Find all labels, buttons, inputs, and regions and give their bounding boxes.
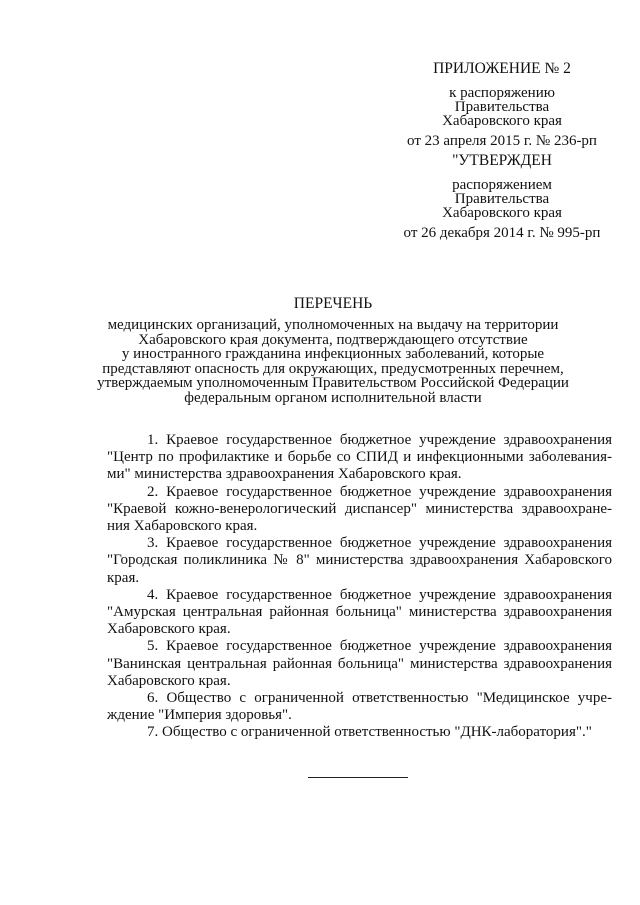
- approval-heading: "УТВЕРЖДЕН: [452, 152, 552, 169]
- approval-block: [392, 152, 612, 242]
- list-item-1: 1. Краевое государственное бюджетное учреждение здравоохранения "Центр по профилактике и борьбе со СПИД и инфекционными заболевания-ми" министерства здравоохранения Хабаровского края.: [107, 432, 612, 483]
- appendix-line-2: Правительства: [454, 99, 550, 115]
- approval-line-1: распоряжением: [452, 177, 552, 193]
- list-item-6: 6. Общество с ограниченной ответственностью "Медицинское учре-ждение "Империя здоровья".: [107, 690, 612, 724]
- list-item-4: 4. Краевое государственное бюджетное учреждение здравоохранения "Амурская центральная районная больница" министерства здравоохранения Хабаровского края.: [107, 586, 612, 638]
- title-line-1: медицинских организаций, уполномоченных на выдачу на территории: [107, 317, 559, 333]
- title-line-3: у иностранного гражданина инфекционных заболеваний, которые: [121, 346, 545, 362]
- appendix-block: [392, 60, 612, 150]
- list-item-2: 2. Краевое государственное бюджетное учреждение здравоохранения "Краевой кожно-венерологический диспансер" министерства здравоохране-ния Хабаровского края.: [107, 483, 612, 535]
- appendix-date: от 23 апреля 2015 г. № 236-рп: [407, 133, 597, 149]
- approval-line-3: Хабаровского края: [442, 205, 562, 221]
- appendix-heading: ПРИЛОЖЕНИЕ № 2: [433, 60, 571, 77]
- approval-line-2: Правительства: [454, 191, 550, 207]
- approval-date: от 26 декабря 2014 г. № 995-рп: [403, 225, 601, 241]
- list-item-3: 3. Краевое государственное бюджетное учреждение здравоохранения "Городская поликлиника № 8" министерства здравоохранения Хабаровского края.: [107, 535, 612, 586]
- document-title: ПЕРЕЧЕНЬ: [293, 295, 373, 312]
- appendix-line-1: к распоряжению: [449, 85, 555, 101]
- title-line-5: утверждаемым уполномоченным Правительством Российской Федерации: [97, 375, 569, 391]
- title-line-2: Хабаровского края документа, подтверждающего отсутствие: [138, 331, 528, 348]
- organization-list: [107, 432, 612, 742]
- document-title-block: [70, 295, 596, 405]
- appendix-line-3: Хабаровского края: [442, 113, 562, 129]
- title-line-6: федеральным органом исполнительной власти: [184, 389, 482, 406]
- closing-rule: [308, 777, 408, 778]
- list-item-5: 5. Краевое государственное бюджетное учреждение здравоохранения "Ванинская центральная районная больница" министерства здравоохранения Хабаровского края.: [107, 638, 612, 689]
- title-line-4: представляют опасность для окружающих, предусмотренных перечнем,: [102, 360, 564, 377]
- list-item-7: 7. Общество с ограниченной ответственностью "ДНК-лаборатория".": [147, 724, 592, 741]
